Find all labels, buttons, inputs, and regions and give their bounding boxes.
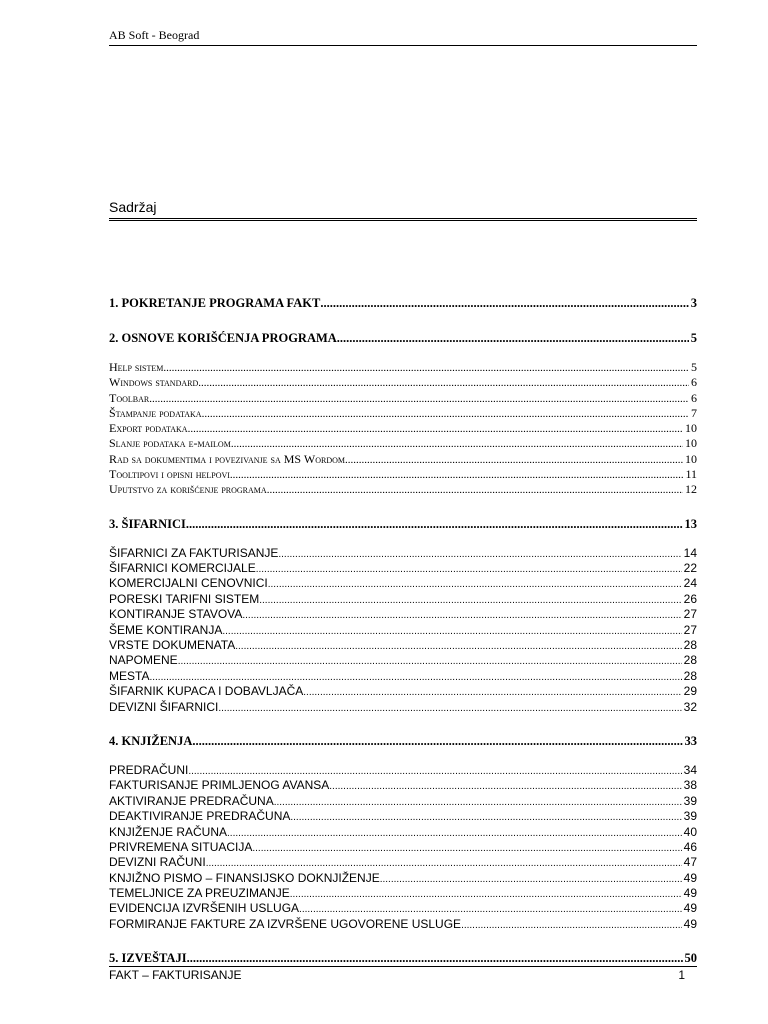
toc-entry[interactable] [109, 482, 697, 497]
toc-leader-dots [178, 656, 682, 667]
toc-entry-page: 7 [691, 405, 697, 420]
toc-leader-dots [290, 812, 681, 823]
toc-entry[interactable] [109, 653, 697, 668]
toc-entry-label: TEMELJNICE ZA PREUZIMANJE [109, 886, 290, 901]
footer-page-number: 1 [678, 968, 685, 982]
toc-entry-label: KONTIRANJE STAVOVA [109, 607, 243, 622]
toc-entry[interactable] [109, 809, 697, 824]
toc-entry[interactable] [109, 840, 697, 855]
toc-entry-label: PORESKI TARIFNI SISTEM [109, 591, 260, 606]
toc-entry-label: 1. POKRETANJE PROGRAMA FAKT [109, 296, 321, 310]
toc-entry-page: 46 [683, 839, 697, 854]
toc-leader-dots [222, 626, 681, 637]
toc-leader-dots [299, 904, 682, 915]
toc-entry-page: 10 [685, 436, 697, 451]
toc-entry[interactable] [109, 734, 697, 750]
toc-entry[interactable] [109, 669, 697, 684]
toc-entry[interactable] [109, 623, 697, 638]
toc-entry[interactable] [109, 467, 697, 482]
toc-entry-page: 13 [684, 516, 697, 531]
page-header [109, 28, 697, 46]
toc-entry[interactable] [109, 825, 697, 840]
toc-entry-label: 3. ŠIFARNICI [109, 516, 186, 531]
toc-entry-page: 26 [683, 591, 697, 606]
page-footer [109, 966, 697, 982]
toc-entry-label: 4. KNJIŽENJA [109, 733, 193, 748]
toc-entry-label: ŠIFARNICI KOMERCIJALE [109, 561, 256, 576]
toc-entry-page: 27 [683, 607, 697, 622]
toc-leader-dots [461, 920, 682, 931]
toc-entry-page: 49 [683, 870, 697, 885]
toc-entry[interactable] [109, 917, 697, 932]
toc-entry-label: Help sistem [109, 360, 164, 374]
toc-entry-label: EVIDENCIJA IZVRŠENIH USLUGA [109, 901, 300, 916]
toc-entry-label: 2. OSNOVE KORIŠĆENJA PROGRAMA [109, 331, 337, 345]
toc-entry-page: 22 [683, 561, 697, 576]
toc-entry-label: MESTA [109, 668, 150, 683]
toc-entry[interactable] [109, 607, 697, 622]
toc-leader-dots [149, 672, 681, 683]
toc-entry[interactable] [109, 375, 697, 390]
toc-entry-page: 3 [690, 296, 697, 310]
toc-leader-dots [267, 484, 683, 496]
toc-leader-dots [274, 797, 682, 808]
toc-leader-dots [256, 564, 682, 575]
toc-entry-label: Slanje podataka e-mailom [109, 436, 231, 451]
toc-entry-page: 10 [685, 451, 697, 466]
toc-entry-label: DEVIZNI RAČUNI [109, 855, 206, 870]
toc-entry-page: 47 [683, 855, 697, 870]
toc-entry-page: 6 [691, 375, 697, 390]
toc-entry[interactable] [109, 871, 697, 886]
toc-entry[interactable] [109, 331, 697, 347]
toc-leader-dots [268, 579, 682, 590]
toc-entry[interactable] [109, 561, 697, 576]
toc-entry-page: 39 [683, 809, 697, 824]
toc-entry-page: 49 [683, 916, 697, 931]
toc-entry[interactable] [109, 576, 697, 591]
toc-leader-dots [303, 687, 681, 698]
toc-leader-dots [192, 734, 682, 749]
toc-leader-dots [149, 393, 689, 405]
toc-leader-dots [198, 377, 689, 389]
toc-entry-label: ŠIFARNIK KUPACA I DOBAVLJAČA [109, 684, 304, 699]
toc-entry-label: FAKTURISANJE PRIMLJENOG AVANSA [109, 778, 330, 793]
toc-entry-page: 12 [685, 482, 697, 497]
toc-leader-dots [187, 951, 683, 966]
toc-entry-page: 28 [683, 653, 697, 668]
toc-entry[interactable] [109, 436, 697, 451]
toc-leader-dots [188, 423, 683, 435]
toc-leader-dots [380, 874, 682, 885]
toc-entry[interactable] [109, 452, 697, 467]
toc-entry-page: 38 [683, 778, 697, 793]
toc-entry[interactable] [109, 546, 697, 561]
toc-leader-dots [329, 781, 681, 792]
toc-leader-dots [337, 331, 689, 346]
toc-leader-dots [202, 408, 689, 420]
toc-leader-dots [235, 641, 681, 652]
toc-leader-dots [252, 843, 681, 854]
toc-entry[interactable] [109, 951, 697, 967]
toc-entry[interactable] [109, 592, 697, 607]
toc-entry[interactable] [109, 684, 697, 699]
toc-entry[interactable] [109, 296, 697, 312]
toc-entry-label: PREDRAČUNI [109, 762, 189, 777]
toc-entry-label: Export podataka [109, 421, 188, 436]
toc-entry-label: ŠEME KONTIRANJA [109, 622, 223, 637]
toc-entry[interactable] [109, 421, 697, 436]
toc-entry-page: 39 [683, 793, 697, 808]
footer-text: FAKT – FAKTURISANJE [109, 968, 242, 982]
toc-leader-dots [230, 469, 684, 481]
toc-entry-label: NAPOMENE [109, 653, 178, 668]
toc-entry-page: 40 [683, 824, 697, 839]
toc-entry-label: Tooltipovi i opisni helpovi [109, 467, 230, 482]
toc-entry-page: 49 [683, 901, 697, 916]
toc-leader-dots [290, 889, 682, 900]
toc-entry-label: FORMIRANJE FAKTURE ZA IZVRŠENE UGOVORENE USLUGE [109, 916, 462, 931]
toc-leader-dots [218, 703, 681, 714]
toc-entry-label: PRIVREMENA SITUACIJA [109, 839, 253, 854]
toc-entry[interactable] [109, 517, 697, 533]
toc-entry-page: 24 [683, 576, 697, 591]
toc-entry-label: Windows standard [109, 375, 199, 390]
toc-entry[interactable] [109, 855, 697, 870]
toc-entry-page: 28 [683, 668, 697, 683]
toc-entry-label: AKTIVIRANJE PREDRAČUNA [109, 793, 274, 808]
toc-leader-dots [188, 766, 681, 777]
toc-entry-page: 33 [684, 733, 697, 748]
toc-entry[interactable] [109, 778, 697, 793]
toc-entry-label: Rad sa dokumentima i povezivanje sa MS Wordom [109, 451, 345, 466]
toc-leader-dots [242, 610, 681, 621]
toc-entry-label: DEAKTIVIRANJE PREDRAČUNA [109, 809, 291, 824]
toc-entry-page: 6 [691, 390, 697, 405]
toc-entry[interactable] [109, 700, 697, 715]
toc-leader-dots [206, 858, 682, 869]
toc-leader-dots [163, 362, 689, 374]
toc-leader-dots [186, 517, 683, 532]
toc-entry-label: DEVIZNI ŠIFARNICI [109, 699, 219, 714]
toc-entry[interactable] [109, 638, 697, 653]
toc-entry[interactable] [109, 794, 697, 809]
toc-entry-page: 49 [683, 886, 697, 901]
toc-entry-page: 34 [683, 762, 697, 777]
toc-entry-page: 32 [683, 699, 697, 714]
toc-entry[interactable] [109, 391, 697, 406]
toc-entry-page: 11 [685, 467, 697, 482]
toc-entry-label: Toolbar [109, 390, 150, 405]
toc-entry-page: 14 [683, 545, 697, 560]
toc-title: Sadržaj [109, 199, 697, 221]
toc-entry-page: 27 [683, 622, 697, 637]
toc-entry-page: 28 [683, 638, 697, 653]
toc-entry-label: KOMERCIJALNI CENOVNICI [109, 576, 268, 591]
toc-entry-page: 5 [690, 331, 697, 345]
toc-leader-dots [320, 296, 688, 311]
toc-leader-dots [278, 549, 681, 560]
toc-leader-dots [227, 828, 682, 839]
toc-entry[interactable] [109, 406, 697, 421]
toc-entry-page: 29 [683, 684, 697, 699]
toc-entry[interactable] [109, 901, 697, 916]
toc-entry[interactable] [109, 360, 697, 375]
toc-entry-label: ŠIFARNICI ZA FAKTURISANJE [109, 545, 279, 560]
toc-entry-label: 5. IZVEŠTAJI [109, 951, 187, 966]
table-of-contents [109, 296, 697, 967]
toc-entry-label: KNJIŽNO PISMO – FINANSIJSKO DOKNJIŽENJE [109, 870, 380, 885]
toc-entry[interactable] [109, 886, 697, 901]
toc-entry-label: KNJIŽENJE RAČUNA [109, 824, 228, 839]
toc-entry-label: Uputstvo za korišćenje programa [109, 482, 267, 497]
toc-entry-page: 10 [685, 421, 697, 436]
header-text: AB Soft - Beograd [109, 28, 200, 42]
toc-entry-label: VRSTE DOKUMENATA [109, 638, 236, 653]
toc-leader-dots [345, 454, 683, 466]
toc-entry-page: 5 [691, 360, 697, 374]
toc-entry-label: Štampanje podataka [109, 405, 202, 420]
toc-leader-dots [259, 595, 681, 606]
toc-leader-dots [231, 438, 683, 450]
toc-entry[interactable] [109, 763, 697, 778]
toc-entry-page: 50 [684, 951, 697, 966]
